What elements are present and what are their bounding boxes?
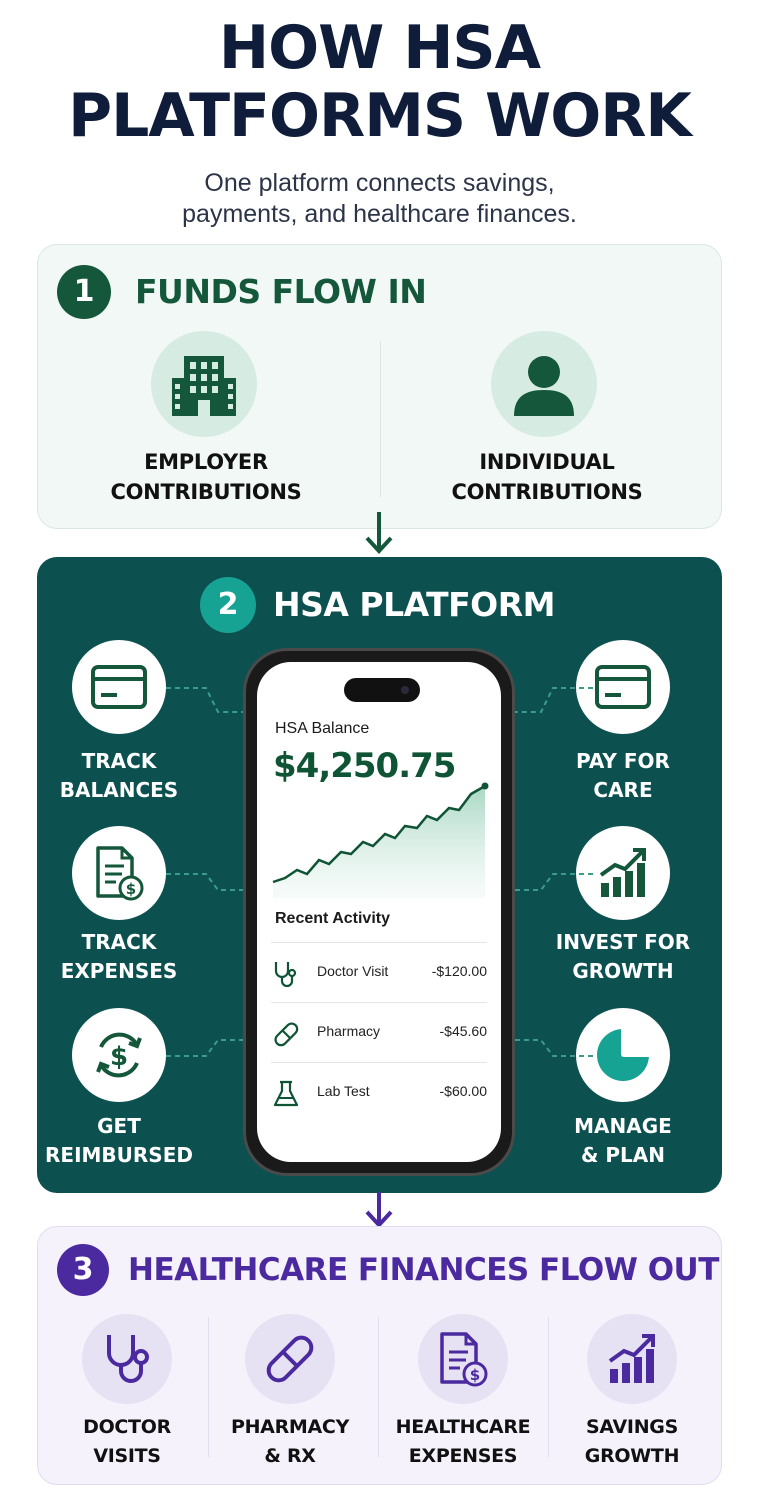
- pie-chart-icon: [594, 1026, 652, 1084]
- activity-amount: -$60.00: [439, 1083, 487, 1099]
- track-expenses-icon-circle: [72, 826, 166, 920]
- savings-growth-label: [557, 1413, 707, 1471]
- track-expenses-line-1: TRACK: [81, 930, 157, 954]
- savings-growth-icon-circle: [587, 1314, 677, 1404]
- person-icon: [508, 348, 580, 420]
- individual-contributions-label: [435, 447, 659, 507]
- track-balances-line-2: BALANCES: [59, 778, 179, 802]
- section-3-title: HEALTHCARE FINANCES FLOW OUT: [128, 1252, 719, 1288]
- doctor-visits-label: [52, 1413, 202, 1471]
- title-line-1: HOW HSA: [218, 13, 541, 83]
- stethoscope-icon: [99, 1331, 155, 1387]
- pharmacy-line-1: PHARMACY: [230, 1416, 350, 1438]
- activity-amount: -$45.60: [439, 1023, 487, 1039]
- growth-chart-icon: [604, 1331, 660, 1387]
- section-3-divider: [378, 1317, 379, 1457]
- pay-for-care-line-2: CARE: [593, 778, 653, 802]
- track-expenses-line-2: EXPENSES: [60, 959, 178, 983]
- get-reimbursed-line-1: GET: [97, 1114, 141, 1138]
- title-line-2: PLATFORMS WORK: [68, 81, 691, 151]
- activity-row[interactable]: [271, 942, 487, 1002]
- subtitle-line-2: payments, and healthcare finances.: [182, 200, 577, 228]
- trend-area: [273, 786, 485, 898]
- activity-amount: -$120.00: [431, 963, 487, 979]
- employer-contributions-label: [94, 447, 318, 507]
- get-reimbursed-line-2: REIMBURSED: [45, 1143, 193, 1167]
- section-1-title: FUNDS FLOW IN: [135, 272, 427, 311]
- activity-name: Doctor Visit: [317, 963, 389, 979]
- healthcare-expenses-icon-circle: [418, 1314, 508, 1404]
- camera-icon: [401, 686, 409, 694]
- page-title: [0, 14, 759, 150]
- activity-name: Pharmacy: [317, 1023, 381, 1039]
- section-3-divider: [208, 1317, 209, 1457]
- activity-name: Lab Test: [317, 1083, 370, 1099]
- track-balances-icon-circle: [72, 640, 166, 734]
- pharmacy-icon-circle: [245, 1314, 335, 1404]
- down-arrow-icon: [364, 510, 394, 556]
- doctor-visits-line-1: DOCTOR: [83, 1416, 171, 1438]
- employer-icon-circle: [151, 331, 257, 437]
- subtitle-line-1: One platform connects savings,: [204, 169, 555, 197]
- pharmacy-label: [215, 1413, 365, 1471]
- step-2-badge: 2: [200, 577, 256, 633]
- savings-growth-line-1: SAVINGS: [586, 1416, 678, 1438]
- card-icon: [595, 665, 651, 709]
- svg-text:$: $: [469, 1366, 481, 1384]
- stethoscope-icon: [271, 959, 301, 989]
- page-subtitle: [0, 168, 759, 230]
- building-icon: [168, 348, 240, 420]
- get-reimbursed-label: [34, 1112, 204, 1170]
- doctor-visits-line-2: VISITS: [93, 1445, 161, 1467]
- activity-row[interactable]: [271, 1002, 487, 1062]
- card-icon: [91, 665, 147, 709]
- flask-icon: [271, 1079, 301, 1109]
- document-dollar-icon: [94, 844, 144, 902]
- section-2-title: HSA PLATFORM: [273, 585, 555, 624]
- healthcare-finances-flow-out-section: [37, 1226, 722, 1485]
- manage-plan-label: [538, 1112, 708, 1170]
- phone-notch: [344, 678, 420, 702]
- individual-label-line-2: CONTRIBUTIONS: [451, 480, 643, 504]
- activity-row[interactable]: [271, 1062, 487, 1122]
- balance-label: HSA Balance: [275, 720, 370, 737]
- funds-flow-in-section: [37, 244, 722, 529]
- step-3-badge: 3: [57, 1244, 109, 1296]
- step-1-badge: 1: [57, 265, 111, 319]
- growth-chart-icon: [595, 845, 651, 901]
- savings-growth-line-2: GROWTH: [584, 1445, 680, 1467]
- doctor-visits-icon-circle: [82, 1314, 172, 1404]
- manage-plan-line-2: & PLAN: [580, 1143, 666, 1167]
- balance-trend-chart: [271, 780, 491, 900]
- invest-for-growth-line-1: INVEST FOR: [555, 930, 691, 954]
- recent-activity-label: Recent Activity: [275, 910, 390, 927]
- healthcare-expenses-label: [388, 1413, 538, 1471]
- individual-icon-circle: [491, 331, 597, 437]
- pay-for-care-line-1: PAY FOR: [576, 749, 670, 773]
- get-reimbursed-icon-circle: [72, 1008, 166, 1102]
- phone-screen: [257, 662, 501, 1162]
- pill-icon: [271, 1019, 301, 1049]
- svg-text:$: $: [125, 880, 137, 898]
- pharmacy-line-2: & RX: [264, 1445, 316, 1467]
- employer-label-line-1: EMPLOYER: [144, 450, 268, 474]
- document-dollar-icon: [438, 1330, 488, 1388]
- down-arrow-icon: [364, 1190, 394, 1230]
- svg-text:$: $: [109, 1042, 129, 1072]
- employer-label-line-2: CONTRIBUTIONS: [110, 480, 302, 504]
- individual-label-line-1: INDIVIDUAL: [479, 450, 615, 474]
- manage-plan-line-1: MANAGE: [574, 1114, 672, 1138]
- section-3-divider: [548, 1317, 549, 1457]
- track-balances-line-1: TRACK: [81, 749, 157, 773]
- healthcare-expenses-line-2: EXPENSES: [408, 1445, 518, 1467]
- healthcare-expenses-line-1: HEALTHCARE: [395, 1416, 531, 1438]
- trend-endpoint: [482, 783, 489, 790]
- left-connectors: [166, 680, 246, 1080]
- section-1-divider: [380, 341, 381, 497]
- right-connectors: [513, 680, 593, 1080]
- dollar-cycle-icon: [89, 1025, 149, 1085]
- invest-for-growth-line-2: GROWTH: [572, 959, 674, 983]
- balance-amount: $4,250.75: [273, 746, 456, 786]
- pill-icon: [260, 1329, 320, 1389]
- phone-mockup: [243, 648, 515, 1176]
